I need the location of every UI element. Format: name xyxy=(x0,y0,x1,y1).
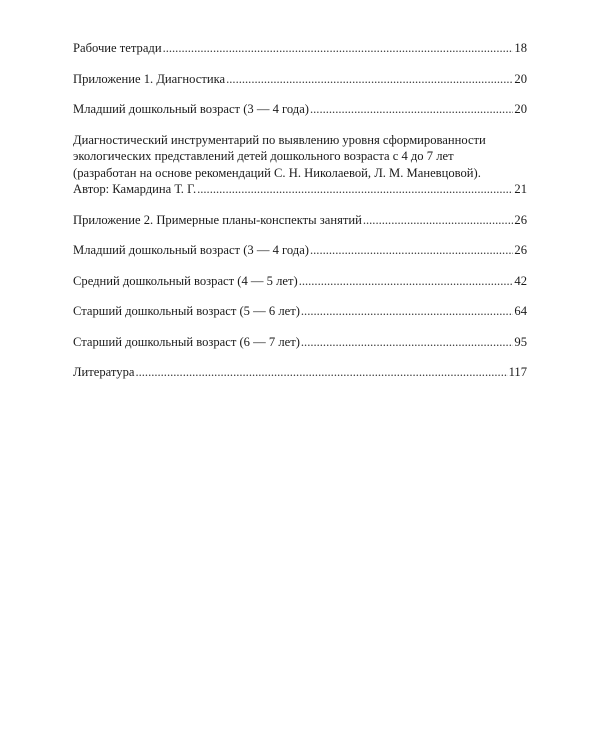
toc-entry-diagnostic-toolkit[interactable] xyxy=(73,132,527,198)
toc-entry-title: Автор: Камардина Т. Г. xyxy=(73,182,197,196)
toc-entry-page: 64 xyxy=(514,304,527,318)
dot-leader xyxy=(363,212,514,229)
toc-entry-page: 95 xyxy=(514,334,527,349)
toc-entry-title: Рабочие тетради xyxy=(73,41,162,55)
toc-entry-title: Приложение 2. Примерные планы-конспекты занятий xyxy=(73,212,362,227)
toc-entry-junior-age-lessons[interactable] xyxy=(73,242,527,259)
toc-entry-middle-age[interactable] xyxy=(73,273,527,290)
dot-leader xyxy=(197,181,513,198)
toc-entry-title: Средний дошкольный возраст (4 — 5 лет) xyxy=(73,273,298,288)
toc-entry-senior-age-6-7[interactable] xyxy=(73,334,527,351)
toc-entry-page: 21 xyxy=(514,182,527,196)
toc-entry-junior-age-diagnostics[interactable] xyxy=(73,101,527,118)
dot-leader xyxy=(135,364,507,381)
toc-entry-page: 20 xyxy=(514,71,527,86)
toc-entry-appendix-2[interactable] xyxy=(73,212,527,229)
toc-entry-title-line: (разработан на основе рекомендаций С. Н. Николаевой, Л. М. Маневцовой). xyxy=(73,165,481,180)
toc-entry-workbooks[interactable] xyxy=(73,40,527,57)
toc-entry-page: 18 xyxy=(514,41,527,55)
toc-entry-literature[interactable] xyxy=(73,364,527,381)
dot-leader xyxy=(301,303,514,320)
toc-entry-appendix-1[interactable] xyxy=(73,71,527,88)
dot-leader xyxy=(163,40,514,57)
dot-leader xyxy=(299,273,514,290)
toc-entry-title: Приложение 1. Диагностика xyxy=(73,71,226,86)
dot-leader xyxy=(310,242,513,259)
toc-entry-title: Старший дошкольный возраст (6 — 7 лет) xyxy=(73,334,300,349)
toc-entry-title: Младший дошкольный возраст (3 — 4 года) xyxy=(73,102,309,116)
toc-entry-page: 42 xyxy=(514,273,527,288)
toc-entry-page: 26 xyxy=(514,243,527,257)
table-of-contents xyxy=(73,40,527,395)
dot-leader xyxy=(301,334,514,351)
toc-entry-title-line: экологических представлений детей дошкольного возраста с 4 до 7 лет xyxy=(73,149,454,163)
toc-entry-title-line: Диагностический инструментарий по выявлению уровня сформированности xyxy=(73,132,486,147)
toc-entry-page: 26 xyxy=(514,212,527,227)
toc-entry-title: Младший дошкольный возраст (3 — 4 года) xyxy=(73,243,309,257)
dot-leader xyxy=(310,101,513,118)
toc-entry-title: Старший дошкольный возраст (5 — 6 лет) xyxy=(73,304,300,318)
toc-entry-page: 117 xyxy=(508,365,527,379)
toc-entry-title: Литература xyxy=(73,365,135,379)
toc-entry-page: 20 xyxy=(514,102,527,116)
toc-entry-senior-age-5-6[interactable] xyxy=(73,303,527,320)
dot-leader xyxy=(226,71,513,88)
